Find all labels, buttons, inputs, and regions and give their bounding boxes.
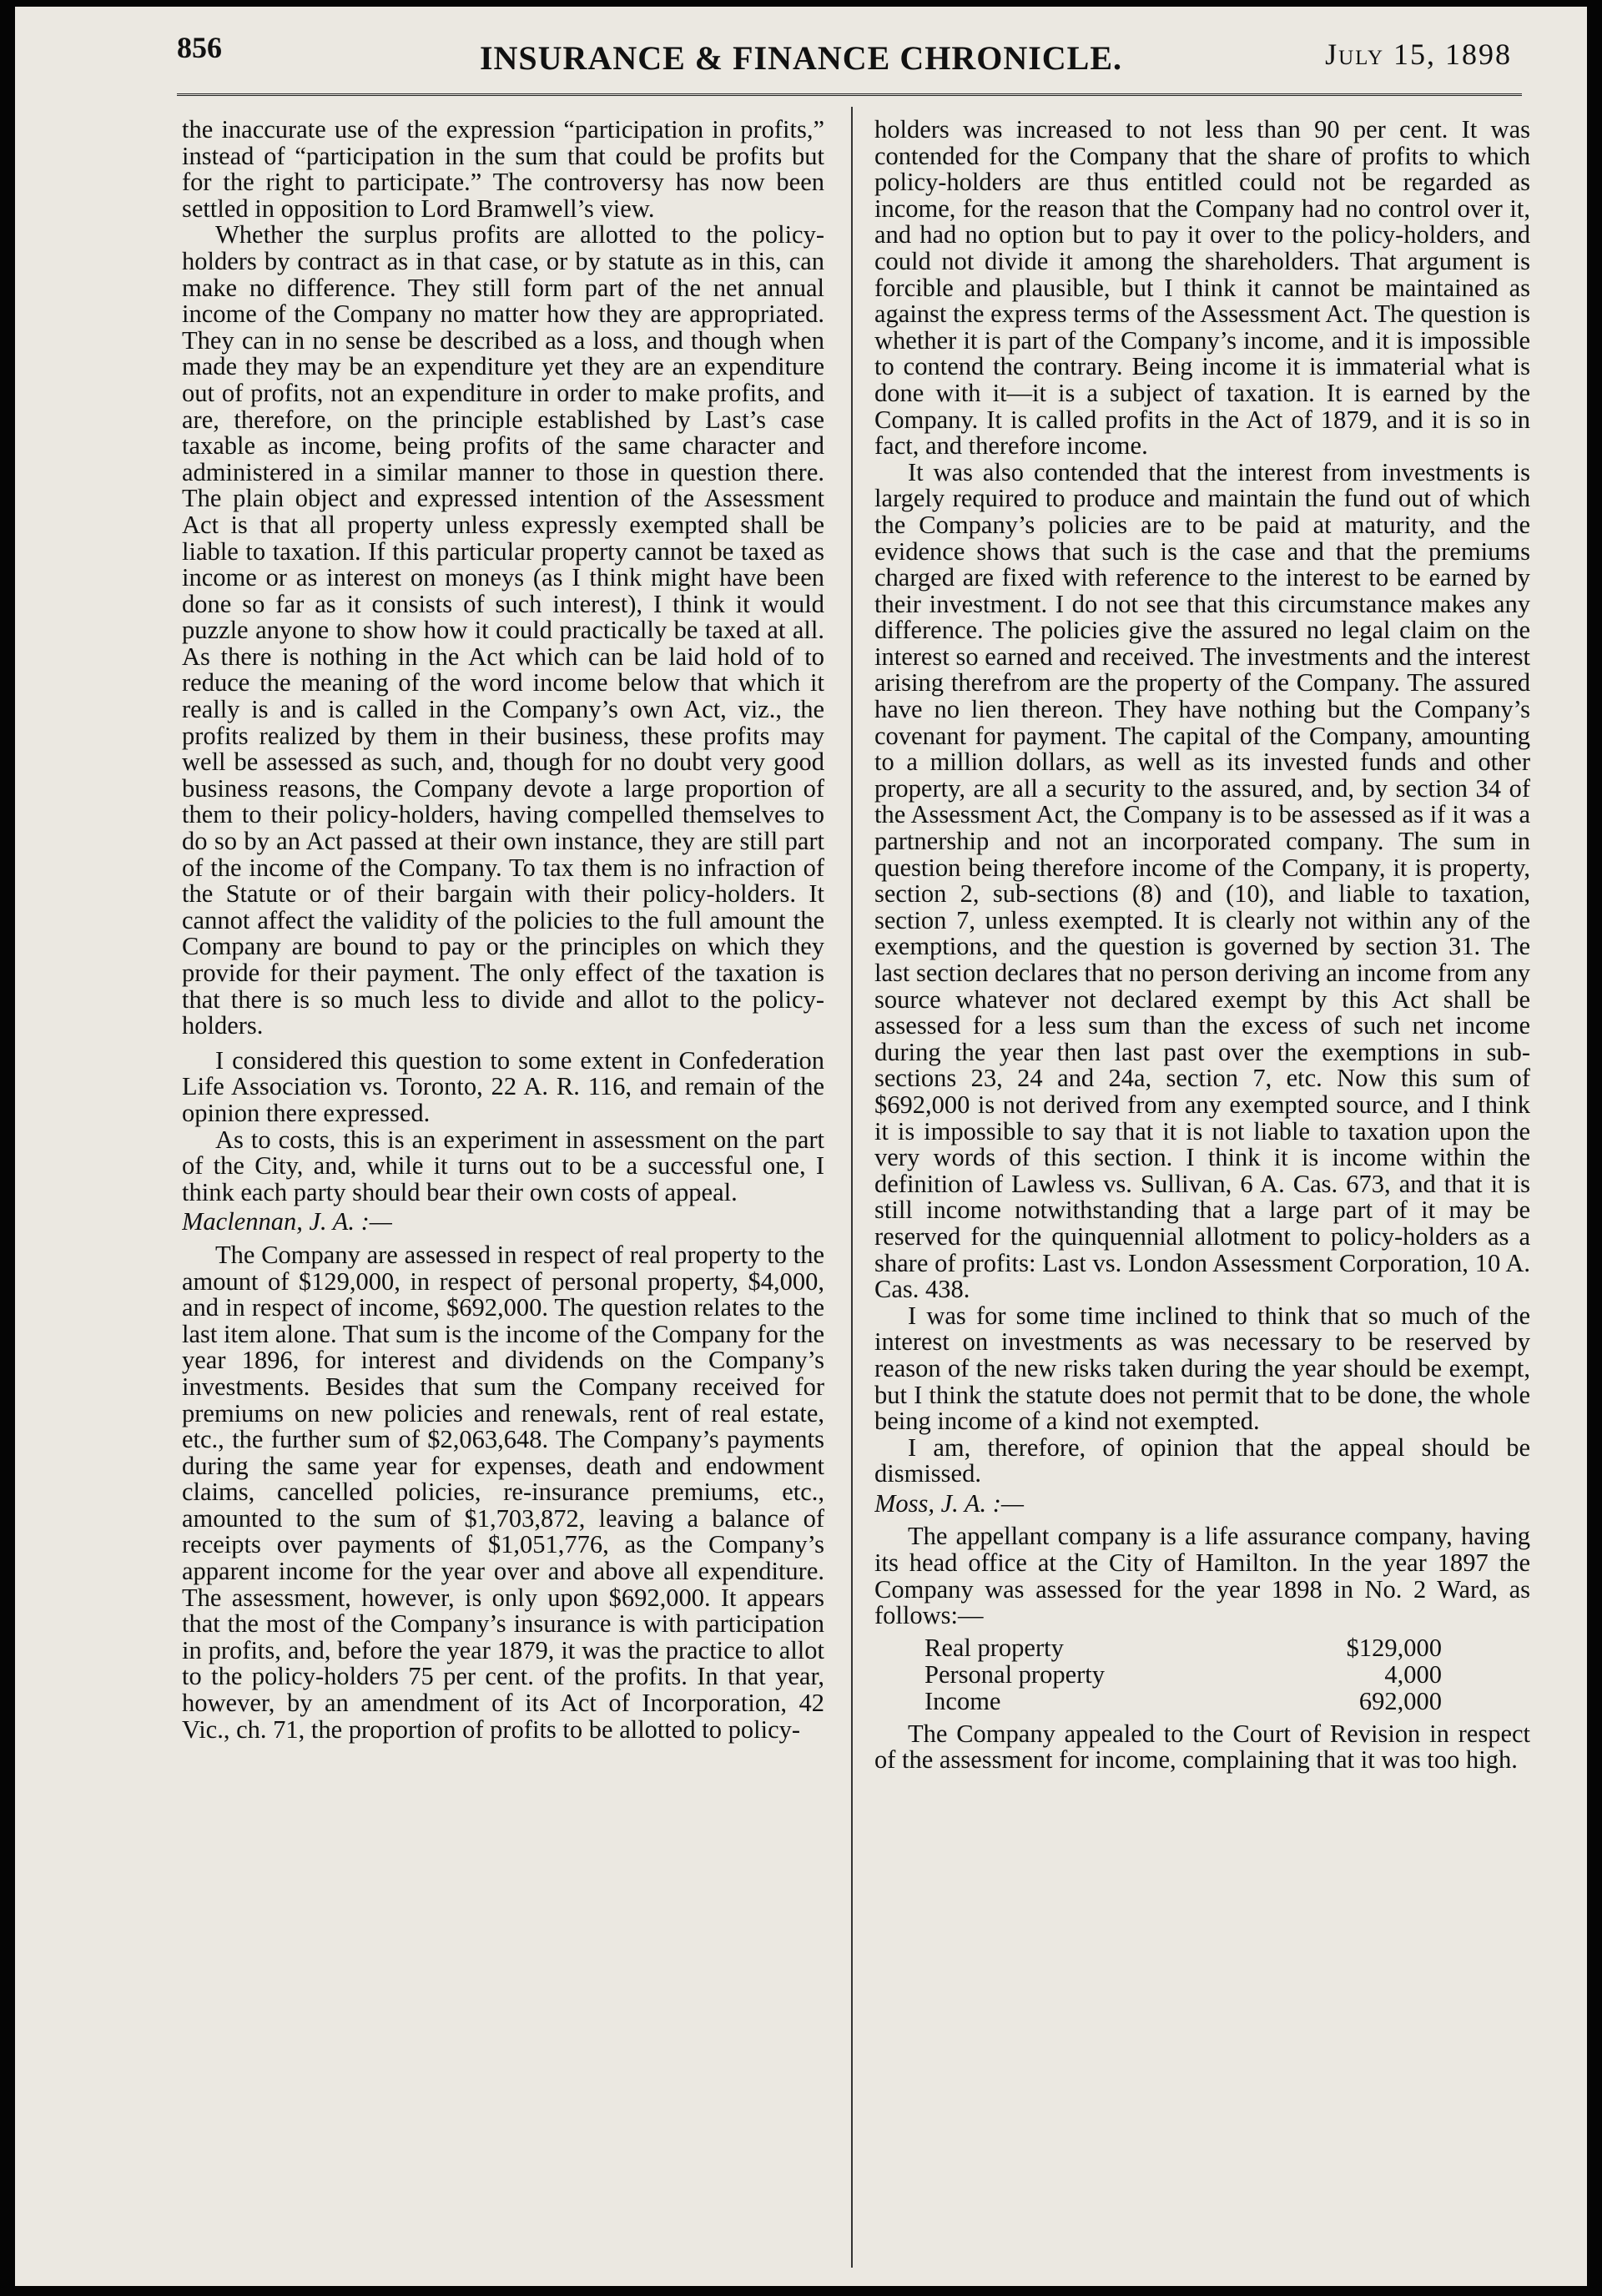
assessment-table: [924, 1634, 1442, 1714]
assessment-label: Personal property: [924, 1659, 1105, 1689]
column-divider: [851, 107, 853, 2268]
left-column: [182, 117, 824, 2269]
paragraph: It was also contended that the interest from investments is largely required to produce and maintain the fund out of which the Company’s policies are to be paid at maturity, and the evidence shows that such is the case and that the premiums charged are fixed with reference to the interest to be earned by their investment. I do not see that this circumstance makes any difference. The policies give the assured no legal claim on the interest so earned and received. The investments and the interest arising therefrom are the property of the Company. The assured have no lien thereon. They have nothing but the Company’s covenant for payment. The capital of the Company, amounting to a million dollars, as well as its invested funds and other property, are all a security to the assured, and, by section 34 of the Assessment Act, the Company is to be assessed as if it was a partnership and not an incorporated company. The sum in question being therefore income of the Company, it is property, section 2, sub-sections (8) and (10), and liable to taxation, section 7, unless exempted. It is clearly not within any of the exemptions, and the question is governed by section 31. The last section declares that no person deriving an income from any source whatever not declared exempt by this Act shall be assessed for a less sum than the excess of such net income during the year then last past over the exemptions in sub-sections 23, 24 and 24a, section 7, etc. Now this sum of $692,000 is not derived from any exempted source, and I think it is impossible to say that it is not liable to taxation upon the very words of this section. I think it is income within the definition of Lawless vs. Sullivan, 6 A. Cas. 673, and that it is still income notwithstanding that a large part of it may be reserved for the quinquennial allotment to policy-holders as a share of profits: Last vs. London Assessment Corporation, 10 A. Cas. 438.: [874, 457, 1530, 1304]
issue-date: July 15, 1898: [1325, 38, 1512, 71]
assessment-row: [924, 1634, 1442, 1661]
judge-heading: Moss, J. A. :—: [874, 1488, 1025, 1518]
paragraph: the inaccurate use of the expression “participation in profits,” instead of “participation in the sum that could be profits but for the right to participate.” The controversy has now been settled in opposition to Lord Bramwell’s view.: [182, 117, 824, 223]
assessment-label: Income: [924, 1686, 1001, 1715]
assessment-value: 4,000: [1384, 1659, 1442, 1689]
page-header: [15, 7, 1587, 100]
assessment-label: Real property: [924, 1633, 1064, 1662]
journal-title: INSURANCE & FINANCE CHRONICLE.: [479, 39, 1123, 77]
paragraph: holders was increased to not less than 90 per cent. It was contended for the Company that the share of profits to which policy-holders are thus entitled could not be regarded as income, for the reason that the Company had no control over it, and had no option but to pay it over to the policy-holders, and could not divide it among the shareholders. That argument is forcible and plausible, but I think it cannot be maintained as against the express terms of the Assessment Act. The question is whether it is part of the Company’s income, and it is impossible to contend the contrary. Being income it is immaterial what is done with it—it is a subject of taxation. It is earned by the Company. It is called profits in the Act of 1879, and it is so in fact, and therefore income.: [874, 117, 1530, 461]
header-rule: [177, 93, 1522, 99]
assessment-value: $129,000: [1346, 1633, 1442, 1662]
paragraph: Whether the surplus profits are allotted to the policy-holders by contract as in that case, or by statute as in this, can make no difference. They still form part of the net annual income of the Company no matter how they are appropriated. They can in no sense be described as a loss, and though when made they may be an expenditure yet they are an expenditure out of profits, not an expenditure in order to make profits, and are, therefore, on the principle established by Last’s case taxable as income, being profits of the same character and administered in a similar manner to those in question there. The plain object and expressed intention of the Assessment Act is that all property unless expressly exempted shall be liable to taxation. If this particular property cannot be taxed as income or as interest on moneys (as I think might have been done so far as it consists of such interest), I think it would puzzle anyone to show how it could practically be taxed at all. As there is nothing in the Act which can be laid hold of to reduce the meaning of the word income below that which it really is and is called in the Company’s own Act, viz., the profits realized by them in their business, these profits may well be assessed as such, and, though for no doubt very good business reasons, the Company devote a large proportion of them to their policy-holders, having compelled themselves to do so by an Act passed at their own instance, they are still part of the income of the Company. To tax them is no infraction of the Statute or of their bargain with their policy-holders. It cannot affect the validity of the policies to the full amount the Company are bound to pay or the principles on which they provide for their payment. The only effect of the taxation is that there is so much less to divide and allot to the policy-holders.: [182, 220, 824, 1040]
paragraph: As to costs, this is an experiment in assessment on the part of the City, and, while it turns out to be a successful one, I think each party should bear their own costs of appeal.: [182, 1125, 824, 1206]
page-number: 856: [177, 31, 222, 64]
assessment-value: 692,000: [1358, 1686, 1442, 1715]
assessment-row: [924, 1661, 1442, 1688]
judge-heading: Maclennan, J. A. :—: [182, 1207, 392, 1236]
paragraph: I was for some time inclined to think that so much of the interest on investments as was necessary to be reserved by reason of the new risks taken during the year should be exempt, but I think the statute does not permit that to be done, the whole being income of a kind not exempted.: [874, 1301, 1530, 1436]
assessment-row: [924, 1688, 1442, 1714]
paragraph: The Company are assessed in respect of real property to the amount of $129,000, in respect of personal property, $4,000, and in respect of income, $692,000. The question relates to the last item alone. That sum is the income of the Company for the year 1896, for interest and dividends on the Company’s investments. Besides that sum the Company received for premiums on new policies and renewals, rent of real estate, etc., the further sum of $2,063,648. The Company’s payments during the same year for expenses, death and endowment claims, cancelled policies, re-insurance premiums, etc., amounted to the sum of $1,703,872, leaving a balance of receipts over payments of $1,051,776, as the Company’s apparent income for the year over and above all expenditure. The assessment, however, is only upon $692,000. It appears that the most of the Company’s insurance is with participation in profits, and, before the year 1879, it was the practice to allot to the policy-holders 75 per cent. of the profits. In that year, however, by an amendment of its Act of Incorporation, 42 Vic., ch. 71, the proportion of profits to be allotted to policy-: [182, 1240, 824, 1744]
paragraph: The appellant company is a life assurance company, having its head office at the City of Hamilton. In the year 1897 the Company was assessed for the year 1898 in No. 2 Ward, as follows:—: [874, 1522, 1530, 1630]
paragraph: I considered this question to some extent in Confederation Life Association vs. Toronto, 22 A. R. 116, and remain of the opinion there expressed.: [182, 1045, 824, 1127]
right-column: [874, 117, 1530, 2269]
paragraph: The Company appealed to the Court of Revision in respect of the assessment for income, complaining that it was too high.: [874, 1719, 1530, 1775]
newspaper-page: [15, 7, 1587, 2286]
paragraph: I am, therefore, of opinion that the appeal should be dismissed.: [874, 1432, 1530, 1488]
